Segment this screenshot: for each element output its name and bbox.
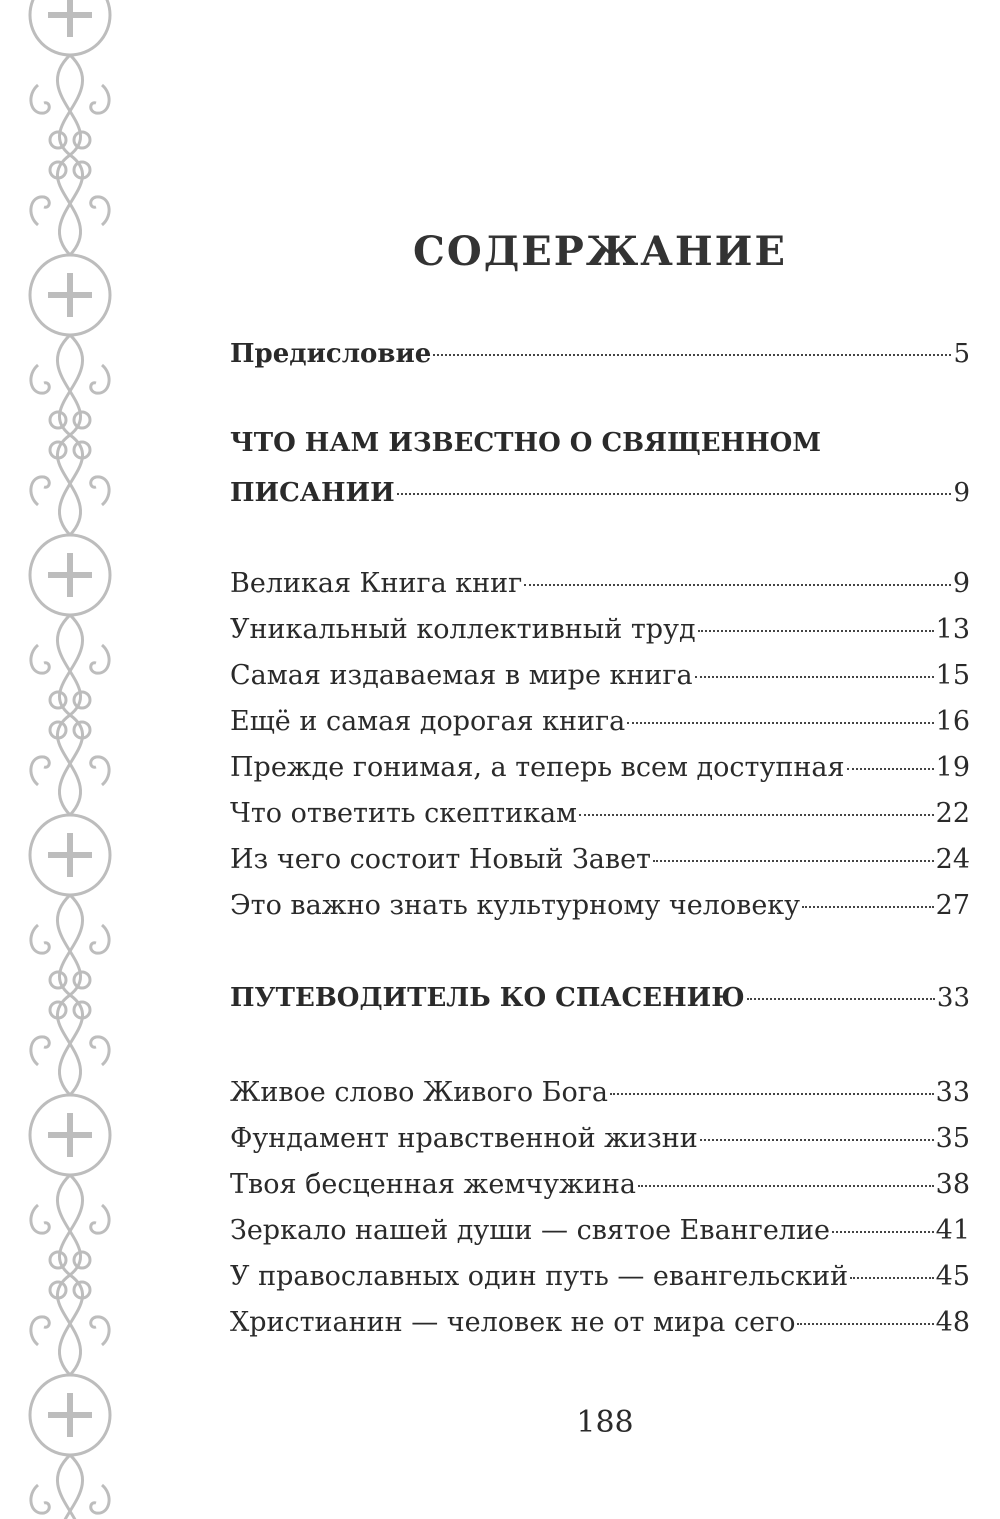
toc-entry-page: 33 <box>936 983 970 1013</box>
toc-entry-page: 27 <box>935 890 970 921</box>
toc-entry <box>230 659 970 693</box>
toc-entry-page: 33 <box>935 1077 970 1108</box>
toc-entry-page: 13 <box>935 614 970 645</box>
toc-entry <box>230 751 970 785</box>
toc-entry-label: ПИСАНИИ <box>230 478 395 508</box>
toc-entry <box>230 705 970 739</box>
toc-entry <box>230 567 970 601</box>
toc-entry-page: 5 <box>953 339 970 369</box>
dot-leader <box>747 998 935 1000</box>
dot-leader <box>802 906 934 908</box>
toc-entry-page: 48 <box>935 1307 970 1338</box>
toc-entry-label: Христианин — человек не от мира сего <box>230 1307 796 1338</box>
page-title: СОДЕРЖАНИЕ <box>413 228 787 275</box>
toc-entry-label: Самая издаваемая в мире книга <box>230 660 693 691</box>
toc-entry-label: Предисловие <box>230 339 432 369</box>
toc-entry-label: Зеркало нашей души — святое Евангелие <box>230 1215 830 1246</box>
toc-entry <box>230 981 970 1015</box>
dot-leader <box>579 814 934 816</box>
toc-entry-label: У православных один путь — евангельский <box>230 1261 849 1292</box>
toc-entry <box>230 476 970 510</box>
toc-entry-label: Уникальный коллективный труд <box>230 614 696 645</box>
toc-entry <box>230 337 970 371</box>
toc-entry-page: 22 <box>935 798 970 829</box>
toc-entry-label: Живое слово Живого Бога <box>230 1077 609 1108</box>
dot-leader <box>832 1231 934 1233</box>
toc-entry-label: Это важно знать культурному человеку <box>230 890 801 921</box>
toc-entry <box>230 1168 970 1202</box>
toc-entry-label: Фундамент нравственной жизни <box>230 1123 698 1154</box>
dot-leader <box>653 860 934 862</box>
toc-entry-page: 24 <box>935 844 970 875</box>
dot-leader <box>610 1093 934 1095</box>
toc-entry-page: 41 <box>935 1215 970 1246</box>
toc-entry <box>230 1306 970 1340</box>
toc-section-heading-line1: ЧТО НАМ ИЗВЕСТНО О СВЯЩЕННОМ <box>230 428 822 458</box>
dot-leader <box>397 493 952 495</box>
toc-entry <box>230 1214 970 1248</box>
toc-entry-label: Из чего состоит Новый Завет <box>230 844 651 875</box>
dot-leader <box>797 1323 933 1325</box>
toc-entry <box>230 889 970 923</box>
toc-entry-page: 45 <box>935 1261 970 1292</box>
toc-entry-page: 19 <box>935 752 970 783</box>
dot-leader <box>638 1185 934 1187</box>
dot-leader <box>700 1139 934 1141</box>
dot-leader <box>850 1277 933 1279</box>
toc-entry-label: ПУТЕВОДИТЕЛЬ КО СПАСЕНИЮ <box>230 983 745 1013</box>
toc-entry <box>230 1122 970 1156</box>
toc-entry-label: Твоя бесценная жемчужина <box>230 1169 636 1200</box>
toc-entry <box>230 1260 970 1294</box>
toc-entry-page: 38 <box>935 1169 970 1200</box>
toc-entry-page: 15 <box>935 660 970 691</box>
toc-entry <box>230 1076 970 1110</box>
ornamental-border <box>18 0 122 1519</box>
dot-leader <box>847 768 934 770</box>
toc-entry-label: Ещё и самая дорогая книга <box>230 706 626 737</box>
toc-entry <box>230 843 970 877</box>
dot-leader <box>698 630 934 632</box>
toc-entry-label: Что ответить скептикам <box>230 798 578 829</box>
dot-leader <box>627 722 933 724</box>
toc-entry <box>230 797 970 831</box>
toc-entry-label: Великая Книга книг <box>230 568 523 599</box>
toc-entry <box>230 613 970 647</box>
dot-leader <box>433 354 951 356</box>
toc-entry-page: 9 <box>952 568 970 599</box>
dot-leader <box>695 676 934 678</box>
toc-entry-label: Прежде гонимая, а теперь всем доступная <box>230 752 845 783</box>
toc-entry-page: 35 <box>935 1123 970 1154</box>
dot-leader <box>524 584 951 586</box>
toc-entry-page: 16 <box>935 706 970 737</box>
toc-entry-page: 9 <box>953 478 970 508</box>
page-number: 188 <box>576 1405 634 1440</box>
